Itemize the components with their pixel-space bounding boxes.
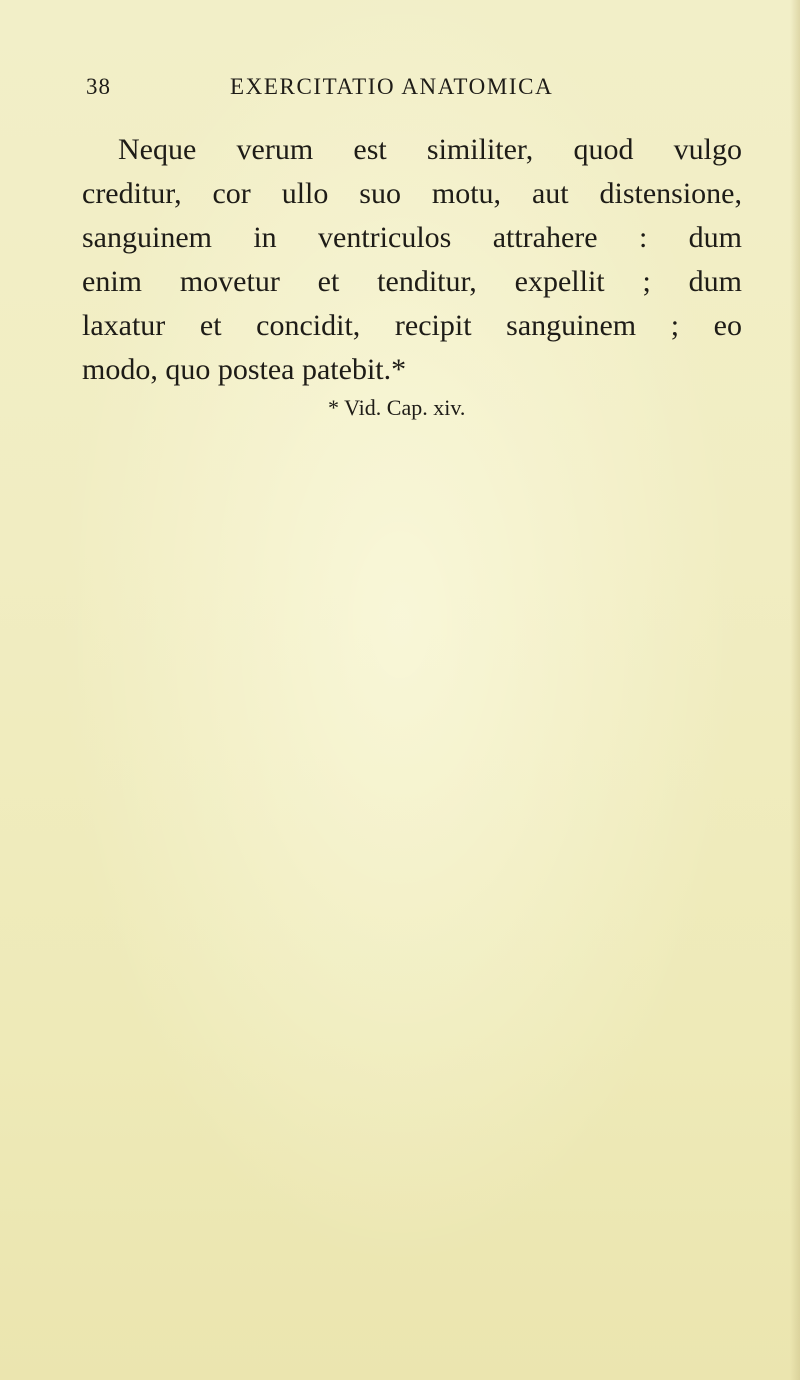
running-title: EXERCITATIO ANATOMICA bbox=[230, 74, 554, 99]
text-line: creditur, cor ullo suo motu, aut distensione, bbox=[82, 177, 742, 210]
body-paragraph bbox=[82, 128, 742, 392]
text-line: Neque verum est similiter, quod vulgo bbox=[118, 133, 742, 166]
text-line: modo, quo postea patebit.* bbox=[82, 353, 407, 386]
text-line: laxatur et concidit, recipit sanguinem ; eo bbox=[82, 309, 742, 342]
page-edge-shadow bbox=[790, 0, 800, 1380]
text-line: enim movetur et tenditur, expellit ; dum bbox=[82, 265, 742, 298]
text-line: sanguinem in ventriculos attrahere : dum bbox=[82, 221, 742, 254]
footnote: * Vid. Cap. xiv. bbox=[328, 395, 466, 420]
page-number: 38 bbox=[86, 74, 111, 99]
running-head bbox=[86, 74, 606, 108]
